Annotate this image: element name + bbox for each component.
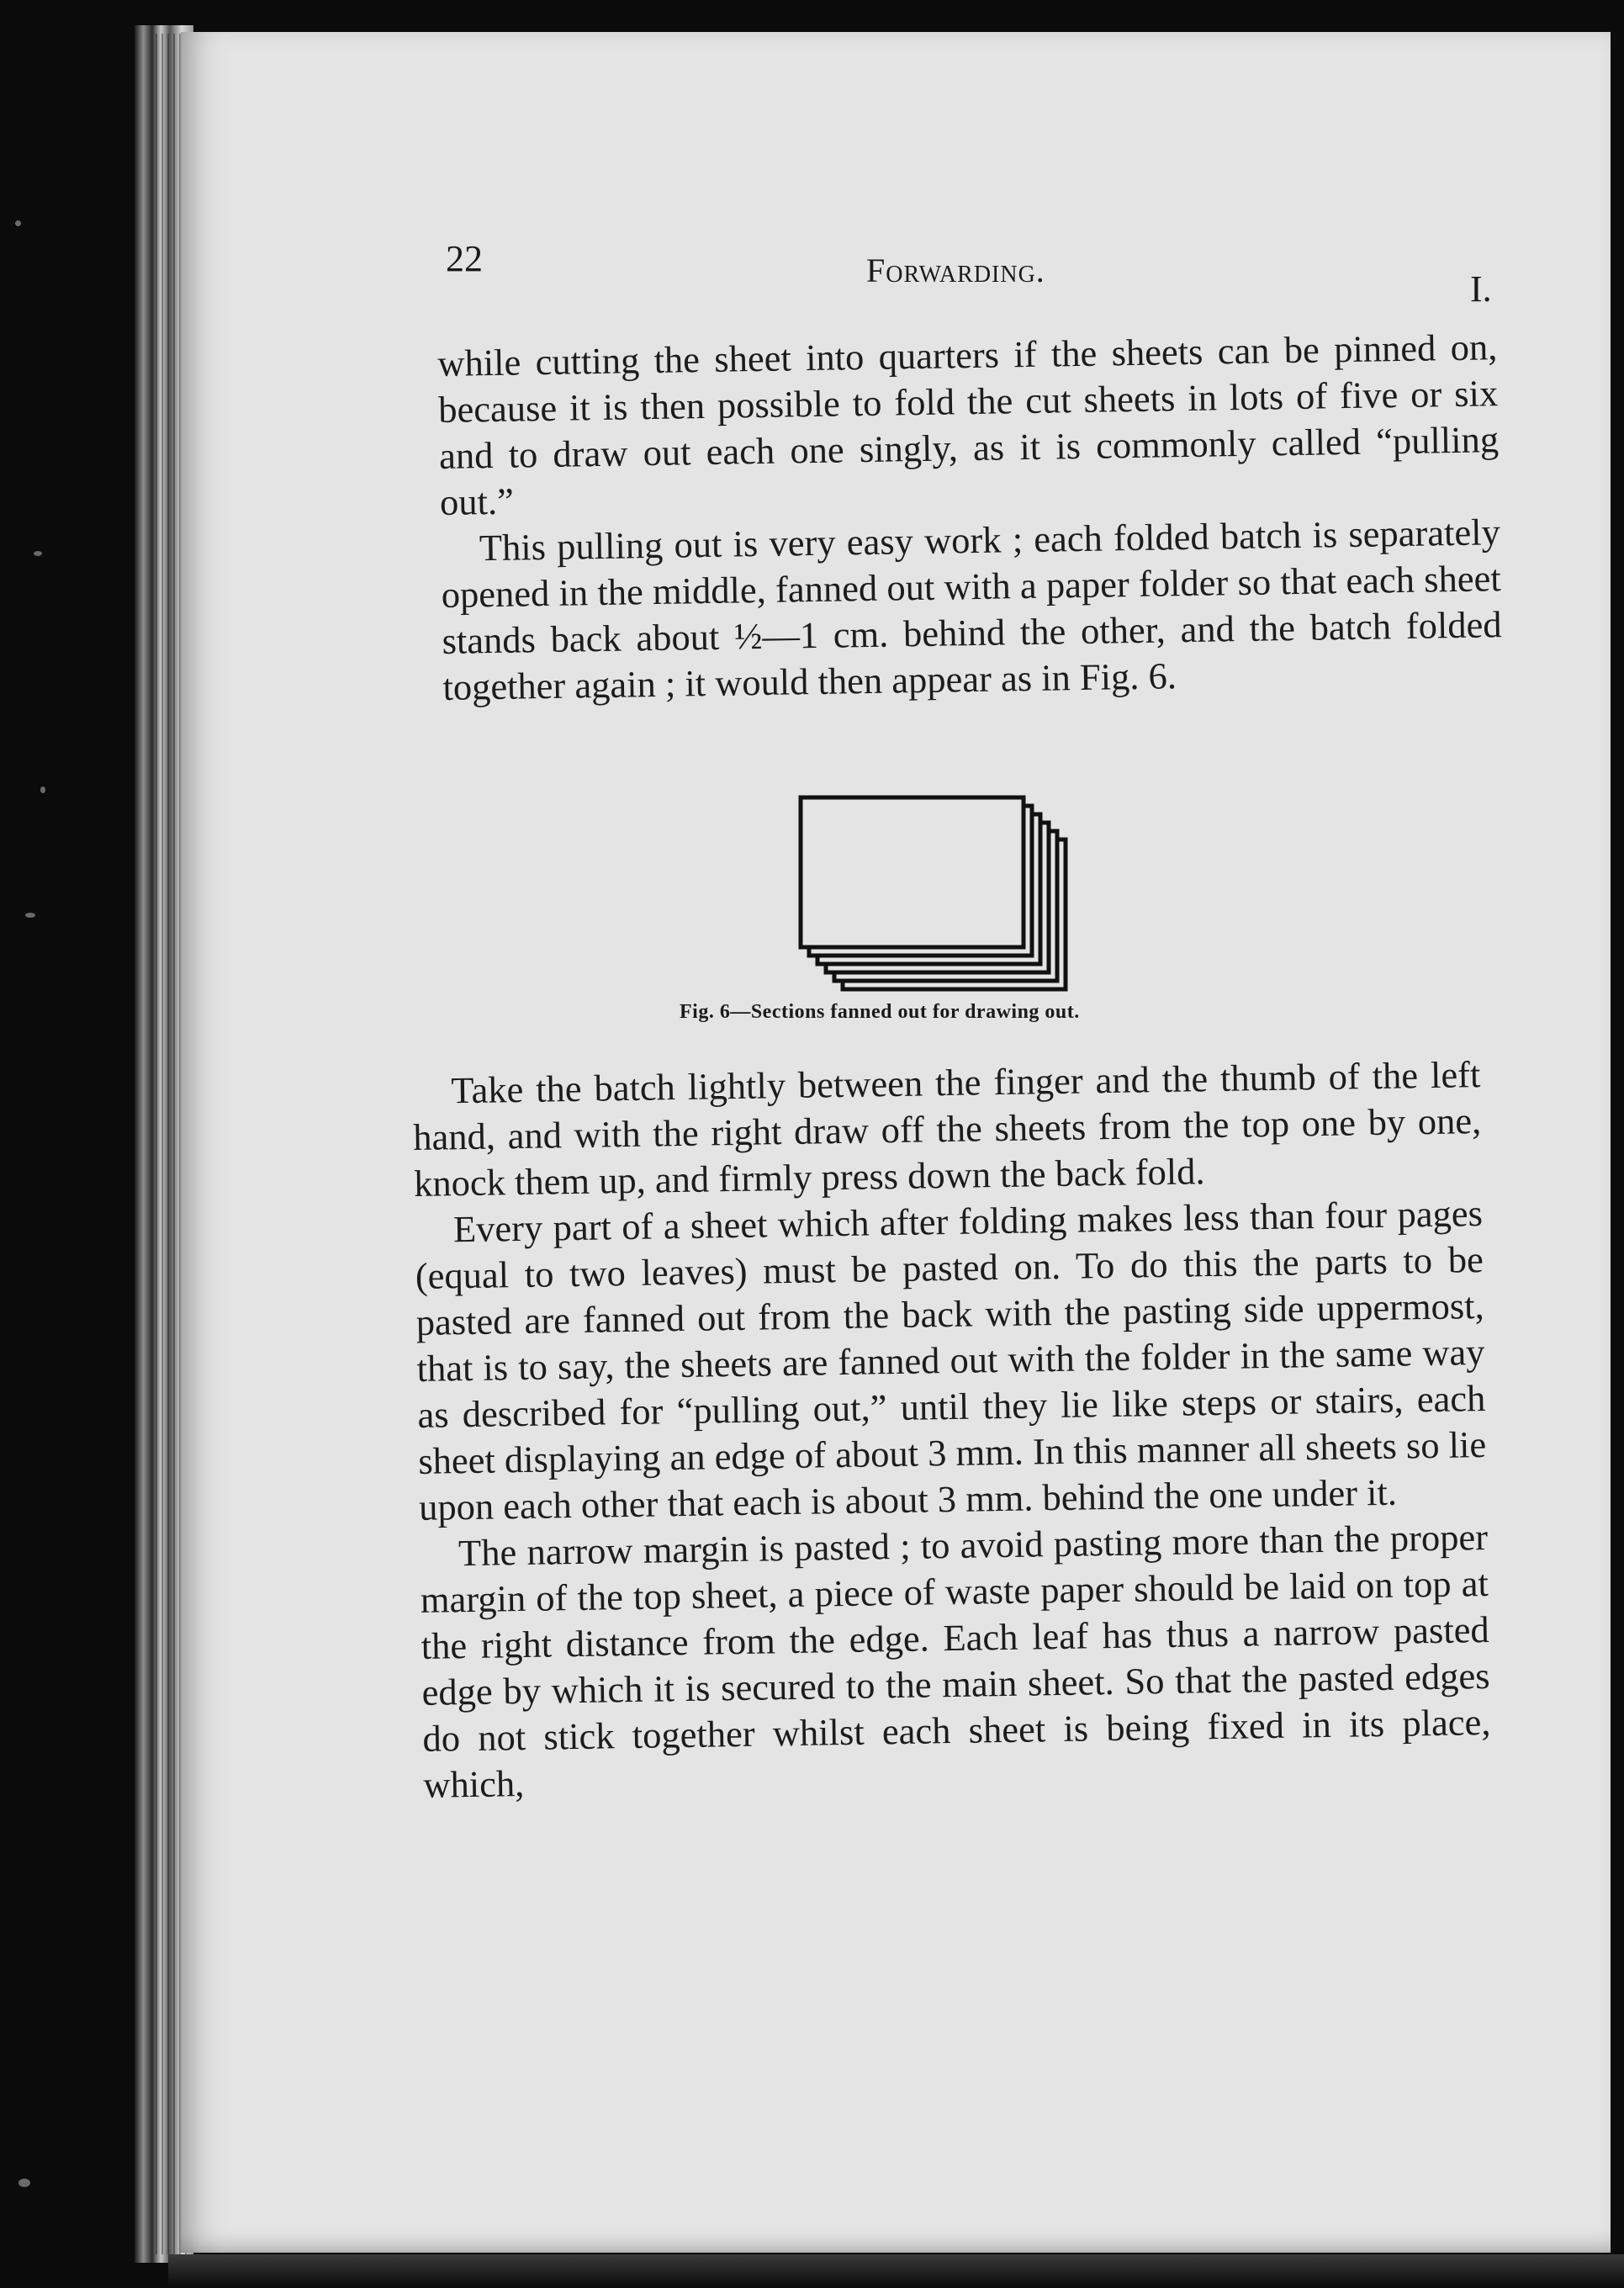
paragraph: Every part of a sheet which after folding makes less than four pages (equal to two leaves) must be pasted on. To do this the parts to be pasted are fanned out from the back with the pasting side uppermost, that is to say, the sheets are fanned out with the folder in the same way as described for “pulling out,” until they lie like steps or stairs, each sheet displaying an edge of about 3 mm. In this manner all sheets so lie upon each other that each is about 3 mm. behind the one under it. <box>415 1192 1487 1528</box>
bottom-shadow <box>168 2254 1624 2288</box>
paragraph: Take the batch lightly between the finger and the thumb of the left hand, and with the right draw off the sheets from the top one by one, knock them up, and firmly press down the back fold. <box>412 1053 1482 1205</box>
paragraph: This pulling out is very easy work ; each folded batch is separately opened in the middle, fanned out with a paper folder so that each sheet stands back about ½—1 cm. behind the other, and the batch folded together again ; it would then appear as in Fig. 6. <box>441 511 1502 708</box>
dust-speck <box>15 220 21 226</box>
paragraph: The narrow margin is pasted ; to avoid pasting more than the proper margin of the top sheet, a piece of waste paper should be laid on top at the right distance from the edge. Each leaf has thus a narrow pasted edge by which it is secured to the main sheet. So that the pasted edges do not stick together whilst each sheet is being fixed in its place, which, <box>420 1515 1491 1806</box>
dust-speck <box>25 913 35 918</box>
running-head: Forwarding. <box>866 252 1045 289</box>
fanned-sections-drawing-icon <box>791 791 1127 1001</box>
dust-speck <box>40 786 45 793</box>
dust-speck <box>34 551 42 556</box>
page-number: 22 <box>446 238 483 279</box>
text-block-bottom <box>412 1051 1492 1809</box>
section-mark: I. <box>1470 268 1492 310</box>
dust-speck <box>19 2179 30 2187</box>
figure-caption: Fig. 6—Sections fanned out for drawing out. <box>680 1001 1080 1023</box>
paragraph: while cutting the sheet into quarters if the sheets can be pinned on, because it is then possible to fold the cut sheets in lots of five or six and to draw out each one singly, as it is commonly called “pulling out.” <box>437 326 1500 523</box>
text-block-top <box>437 324 1503 711</box>
